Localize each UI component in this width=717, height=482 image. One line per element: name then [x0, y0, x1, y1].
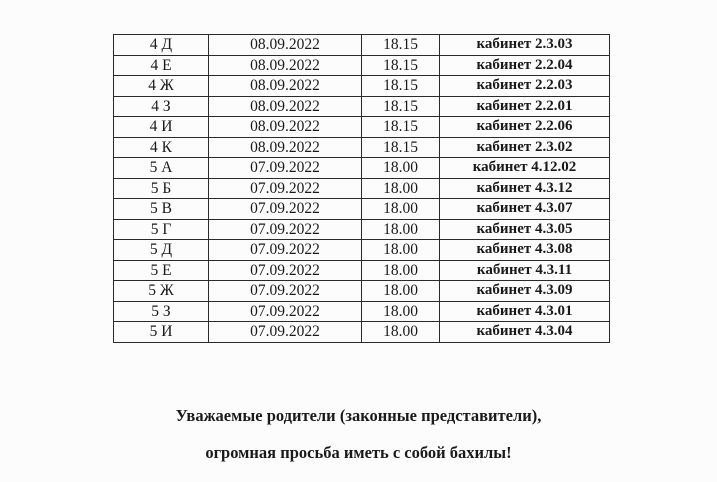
table-row — [114, 76, 610, 97]
room-cell: кабинет 4.3.08 — [440, 240, 610, 261]
table-row — [114, 199, 610, 220]
date-cell: 07.09.2022 — [209, 301, 362, 322]
date-cell: 08.09.2022 — [209, 96, 362, 117]
table-row — [114, 322, 610, 343]
time-cell: 18.00 — [362, 158, 440, 179]
class-cell: 4 З — [114, 96, 209, 117]
time-cell: 18.00 — [362, 178, 440, 199]
table-row — [114, 281, 610, 302]
room-cell: кабинет 2.3.03 — [440, 35, 610, 56]
table-row — [114, 55, 610, 76]
date-cell: 08.09.2022 — [209, 137, 362, 158]
table-row — [114, 240, 610, 261]
class-cell: 4 И — [114, 117, 209, 138]
date-cell: 07.09.2022 — [209, 260, 362, 281]
date-cell: 08.09.2022 — [209, 35, 362, 56]
time-cell: 18.15 — [362, 117, 440, 138]
time-cell: 18.00 — [362, 322, 440, 343]
room-cell: кабинет 4.3.01 — [440, 301, 610, 322]
schedule-table — [113, 34, 610, 343]
time-cell: 18.15 — [362, 55, 440, 76]
time-cell: 18.00 — [362, 281, 440, 302]
class-cell: 5 И — [114, 322, 209, 343]
table-row — [114, 158, 610, 179]
table-row — [114, 301, 610, 322]
time-cell: 18.00 — [362, 240, 440, 261]
room-cell: кабинет 2.2.06 — [440, 117, 610, 138]
class-cell: 5 З — [114, 301, 209, 322]
time-cell: 18.00 — [362, 219, 440, 240]
date-cell: 07.09.2022 — [209, 178, 362, 199]
table-row — [114, 219, 610, 240]
room-cell: кабинет 2.3.02 — [440, 137, 610, 158]
table-row — [114, 35, 610, 56]
class-cell: 4 К — [114, 137, 209, 158]
date-cell: 07.09.2022 — [209, 322, 362, 343]
room-cell: кабинет 4.3.05 — [440, 219, 610, 240]
class-cell: 5 Ж — [114, 281, 209, 302]
time-cell: 18.15 — [362, 76, 440, 97]
time-cell: 18.15 — [362, 96, 440, 117]
room-cell: кабинет 4.3.11 — [440, 260, 610, 281]
room-cell: кабинет 4.3.04 — [440, 322, 610, 343]
time-cell: 18.00 — [362, 199, 440, 220]
class-cell: 4 Ж — [114, 76, 209, 97]
date-cell: 08.09.2022 — [209, 55, 362, 76]
class-cell: 4 Е — [114, 55, 209, 76]
class-cell: 5 В — [114, 199, 209, 220]
room-cell: кабинет 2.2.01 — [440, 96, 610, 117]
room-cell: кабинет 2.2.03 — [440, 76, 610, 97]
class-cell: 5 Д — [114, 240, 209, 261]
class-cell: 5 Г — [114, 219, 209, 240]
date-cell: 07.09.2022 — [209, 158, 362, 179]
class-cell: 4 Д — [114, 35, 209, 56]
room-cell: кабинет 4.12.02 — [440, 158, 610, 179]
date-cell: 07.09.2022 — [209, 219, 362, 240]
room-cell: кабинет 4.3.12 — [440, 178, 610, 199]
table-row — [114, 137, 610, 158]
date-cell: 07.09.2022 — [209, 199, 362, 220]
table-row — [114, 178, 610, 199]
room-cell: кабинет 4.3.07 — [440, 199, 610, 220]
table-row — [114, 117, 610, 138]
table-row — [114, 260, 610, 281]
time-cell: 18.00 — [362, 301, 440, 322]
notice-line-2: огромная просьба иметь с собой бахилы! — [205, 443, 512, 462]
table-row — [114, 96, 610, 117]
notice-line-1: Уважаемые родители (законные представители), — [175, 406, 542, 425]
room-cell: кабинет 2.2.04 — [440, 55, 610, 76]
room-cell: кабинет 4.3.09 — [440, 281, 610, 302]
date-cell: 07.09.2022 — [209, 281, 362, 302]
class-cell: 5 Б — [114, 178, 209, 199]
time-cell: 18.15 — [362, 137, 440, 158]
time-cell: 18.15 — [362, 35, 440, 56]
class-cell: 5 Е — [114, 260, 209, 281]
schedule-table-body — [114, 35, 610, 343]
date-cell: 08.09.2022 — [209, 117, 362, 138]
date-cell: 07.09.2022 — [209, 240, 362, 261]
date-cell: 08.09.2022 — [209, 76, 362, 97]
time-cell: 18.00 — [362, 260, 440, 281]
class-cell: 5 А — [114, 158, 209, 179]
